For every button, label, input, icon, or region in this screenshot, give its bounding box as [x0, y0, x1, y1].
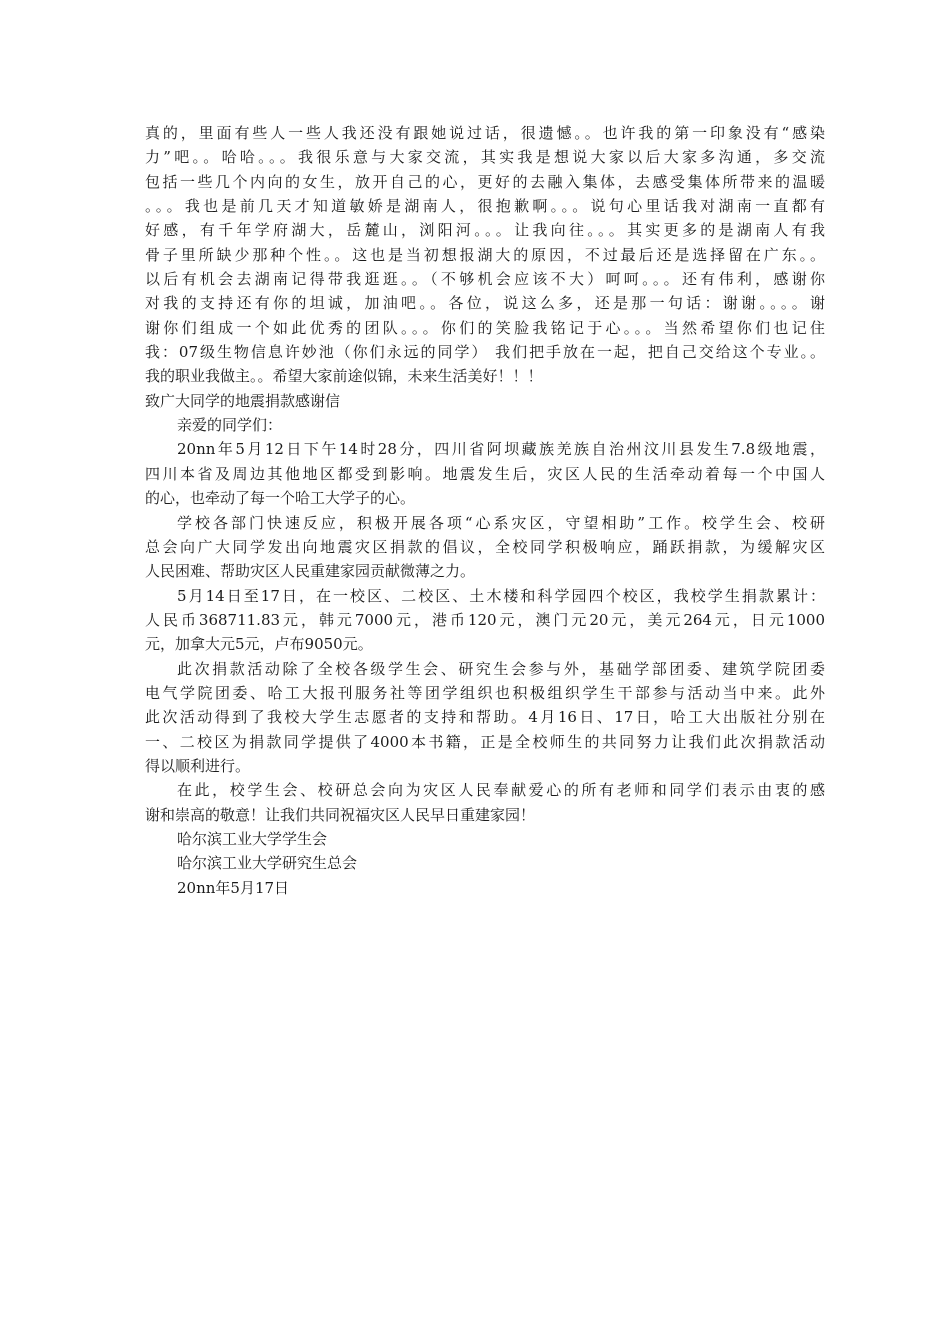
text-line: 此次活动得到了我校大学生志愿者的支持和帮助。4月16日、17日，哈工大出版社分别在 [145, 708, 825, 727]
text-line: 。。。我也是前几天才知道敏娇是湖南人，很抱歉啊。。。说句心里话我对湖南一直都有 [145, 197, 825, 216]
continued-paragraph [145, 121, 825, 389]
text-line: 对我的支持还有你的坦诚，加油吧。。各位，说这么多，还是那一句话：谢谢。。。。谢 [145, 294, 825, 313]
paragraph-thanks [145, 778, 825, 827]
text-line: 学校各部门快速反应，积极开展各项“心系灾区，守望相助”工作。校学生会、校研 [177, 513, 825, 532]
text-line: 总会向广大同学发出向地震灾区捐款的倡议，全校同学积极响应，踊跃捐款，为缓解灾区 [145, 537, 825, 556]
text-line: 20nn年5月12日下午14时28分，四川省阿坝藏族羌族自治州汶川县发生7.8级地震， [177, 440, 825, 459]
letter-date: 20nn年5月17日 [177, 878, 290, 897]
document-page [145, 121, 825, 900]
text-line: 谢你们组成一个如此优秀的团队。。。你们的笑脸我铭记于心。。。当然希望你们也记住 [145, 318, 825, 337]
text-line: 四川本省及周边其他地区都受到影响。地震发生后，灾区人民的生活牵动着每一个中国人 [145, 464, 825, 483]
text-line: 得以顺利进行。 [145, 756, 251, 775]
text-line: 好感，有千年学府湖大，岳麓山，浏阳河。。。让我向往。。。其实更多的是湖南人有我 [145, 221, 825, 240]
text-line: 一、二校区为捐款同学提供了4000本书籍，正是全校师生的共同努力让我们此次捐款活动 [145, 732, 825, 751]
text-line: 真的，里面有些人一些人我还没有跟她说过话，很遗憾。。也许我的第一印象没有“感染 [145, 124, 825, 142]
paragraph-participants [145, 657, 825, 779]
text-line: 骨子里所缺少那种个性。。这也是当初想报湖大的原因，不过最后还是选择留在广东。。 [145, 245, 825, 264]
letter-title: 致广大同学的地震捐款感谢信 [145, 391, 341, 410]
text-line: 以后有机会去湖南记得带我逛逛。。（不够机会应该不大）呵呵。。。还有伟利，感谢你 [145, 270, 825, 289]
text-line: 人民币368711.83元，韩元7000元，港币120元，澳门元20元，美元264元，日元1000 [145, 610, 825, 629]
paragraph-response [145, 511, 825, 584]
text-line: 力”吧。。哈哈。。。我很乐意与大家交流，其实我是想说大家以后大家多沟通，多交流 [145, 148, 825, 167]
text-line: 包括一些几个内向的女生，放开自己的心，更好的去融入集体，去感受集体所带来的温暖 [145, 172, 825, 191]
text-line: 此次捐款活动除了全校各级学生会、研究生会参与外，基础学部团委、建筑学院团委 [177, 659, 825, 678]
signature-student-union: 哈尔滨工业大学学生会 [177, 829, 328, 848]
paragraph-donations [145, 584, 825, 657]
signature-graduate-union: 哈尔滨工业大学研究生总会 [177, 854, 358, 873]
salutation: 亲爱的同学们： [177, 416, 283, 435]
text-line: 人民困难、帮助灾区人民重建家园贡献微薄之力。 [145, 562, 476, 581]
text-line: 在此，校学生会、校研总会向为灾区人民奉献爱心的所有老师和同学们表示由衷的感 [177, 781, 825, 800]
text-line: 电气学院团委、哈工大报刊服务社等团学组织也积极组织学生干部参与活动当中来。此外 [145, 683, 825, 702]
text-line: 我：07级生物信息许妙池（你们永远的同学） 我们把手放在一起，把自己交给这个专业。。 [145, 343, 825, 362]
paragraph-earthquake [145, 437, 825, 510]
text-line: 我的职业我做主。。希望大家前途似锦，未来生活美好！！！ [145, 367, 543, 386]
text-line: 的心，也牵动了每一个哈工大学子的心。 [145, 489, 416, 508]
text-line: 5月14日至17日，在一校区、二校区、土木楼和科学园四个校区，我校学生捐款累计： [177, 586, 825, 605]
text-line: 谢和崇高的敬意！让我们共同祝福灾区人民早日重建家园！ [145, 805, 536, 824]
text-line: 元，加拿大元5元，卢布9050元。 [145, 635, 373, 654]
